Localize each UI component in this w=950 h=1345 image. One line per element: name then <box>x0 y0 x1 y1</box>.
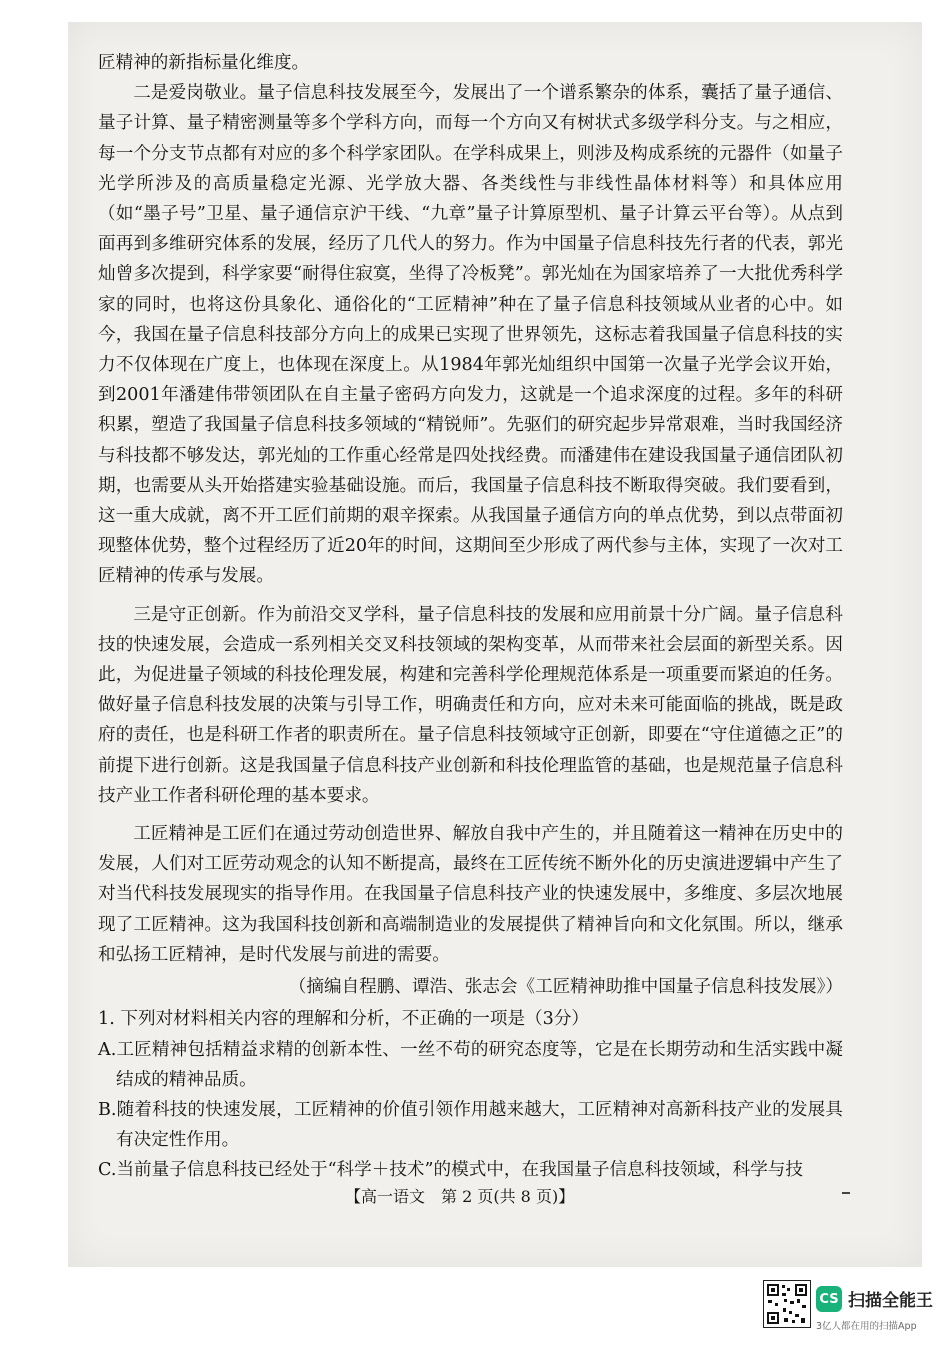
watermark-subtitle: 3亿人都在用的扫描App <box>816 1321 917 1332</box>
article-body <box>98 48 843 1186</box>
question-stem: 1. 下列对材料相关内容的理解和分析，不正确的一项是（3分） <box>98 1009 590 1030</box>
watermark-title: 扫描全能王 <box>848 1291 933 1311</box>
paragraph-continuation: 匠精神的新指标量化维度。 <box>98 53 310 73</box>
qr-code-icon <box>763 1280 811 1328</box>
source-citation: （摘编自程鹏、谭浩、张志会《工匠精神助推中国量子信息科技发展》） <box>288 977 843 998</box>
option-b <box>98 1095 843 1155</box>
option-c <box>98 1155 843 1185</box>
option-b-label: B. <box>98 1099 117 1120</box>
paragraph-conclusion: 工匠精神是工匠们在通过劳动创造世界、解放自我中产生的，并且随着这一精神在历史中的发展，人们对工匠劳动观念的认知不断提高，最终在工匠传统不断外化的历史演进逻辑中产生了对当代科技发展现实的指导作用。在我国量子信息科技产业的快速发展中，多维度、多层次地展现了工匠精神。这为我国科技创新和高端制造业的发展提供了精神旨向和文化氛围。所以，继承和弘扬工匠精神，是时代发展与前进的需要。 <box>98 824 843 965</box>
paragraph-dedication: 二是爱岗敬业。量子信息科技发展至今，发展出了一个谱系繁杂的体系，囊括了量子通信、量子计算、量子精密测量等多个学科方向，而每一个方向又有树状式多级学科分支。与之相应，每一个分支节点都有对应的多个科学家团队。在学科成果上，则涉及构成系统的元器件（如量子光学所涉及的高质量稳定光源、光学放大器、各类线性与非线性晶体材料等）和具体应用（如“墨子号”卫星、量子通信京沪干线、“九章”量子计算原型机、量子计算云平台等）。从点到面再到多维研究体系的发展，经历了几代人的努力。作为中国量子信息科技先行者的代表，郭光灿曾多次提到，科学家要“耐得住寂寞，坐得了冷板凳”。郭光灿在为国家培养了一大批优秀科学家的同时，也将这份具象化、通俗化的“工匠精神”种在了量子信息科技领域从业者的心中。如今，我国在量子信息科技部分方向上的成果已实现了世界领先，这标志着我国量子信息科技的实力不仅体现在广度上，也体现在深度上。从1984年郭光灿组织中国第一次量子光学会议开始，到2001年潘建伟带领团队在自主量子密码方向发力，这就是一个追求深度的过程。多年的科研积累，塑造了我国量子信息科技多领域的“精锐师”。先驱们的研究起步异常艰难，当时我国经济与科技都不够发达，郭光灿的工作重心经常是四处找经费。而潘建伟在建设我国量子通信团队初期，也需要从头开始搭建实验基础设施。而后，我国量子信息科技不断取得突破。我们要看到，这一重大成就，离不开工匠们前期的艰辛探索。从我国量子通信方向的单点优势，到以点带面初现整体优势，整个过程经历了近20年的时间，这期间至少形成了两代参与主体，实现了一次对工匠精神的传承与发展。 <box>98 83 843 587</box>
camscanner-logo-icon: CS <box>816 1286 842 1312</box>
option-a <box>98 1035 843 1095</box>
option-c-label: C. <box>98 1160 117 1181</box>
option-c-text: 当前量子信息科技已经处于“科学＋技术”的模式中，在我国量子信息科技领域，科学与技 <box>116 1160 803 1181</box>
option-a-label: A. <box>98 1039 117 1060</box>
page-footer: 【高一语文 第 2 页(共 8 页)】 <box>345 1187 575 1206</box>
option-b-text: 随着科技的快速发展，工匠精神的价值引领作用越来越大，工匠精神对高新科技产业的发展具有决定性作用。 <box>116 1099 843 1151</box>
footer-mark <box>842 1192 850 1194</box>
paragraph-innovation: 三是守正创新。作为前沿交叉学科，量子信息科技的发展和应用前景十分广阔。量子信息科技的快速发展，会造成一系列相关交叉科技领域的架构变革，从而带来社会层面的新型关系。因此，为促进量子领域的科技伦理发展，构建和完善科学伦理规范体系是一项重要而紧迫的任务。做好量子信息科技发展的决策与引导工作，明确责任和方向，应对未来可能面临的挑战，既是政府的责任，也是科研工作者的职责所在。量子信息科技领域守正创新，即要在“守住道德之正”的前提下进行创新。这是我国量子信息科技产业创新和科技伦理监管的基础，也是规范量子信息科技产业工作者科研伦理的基本要求。 <box>98 604 843 806</box>
option-a-text: 工匠精神包括精益求精的创新本性、一丝不苟的研究态度等，它是在长期劳动和生活实践中凝结成的精神品质。 <box>116 1039 843 1090</box>
